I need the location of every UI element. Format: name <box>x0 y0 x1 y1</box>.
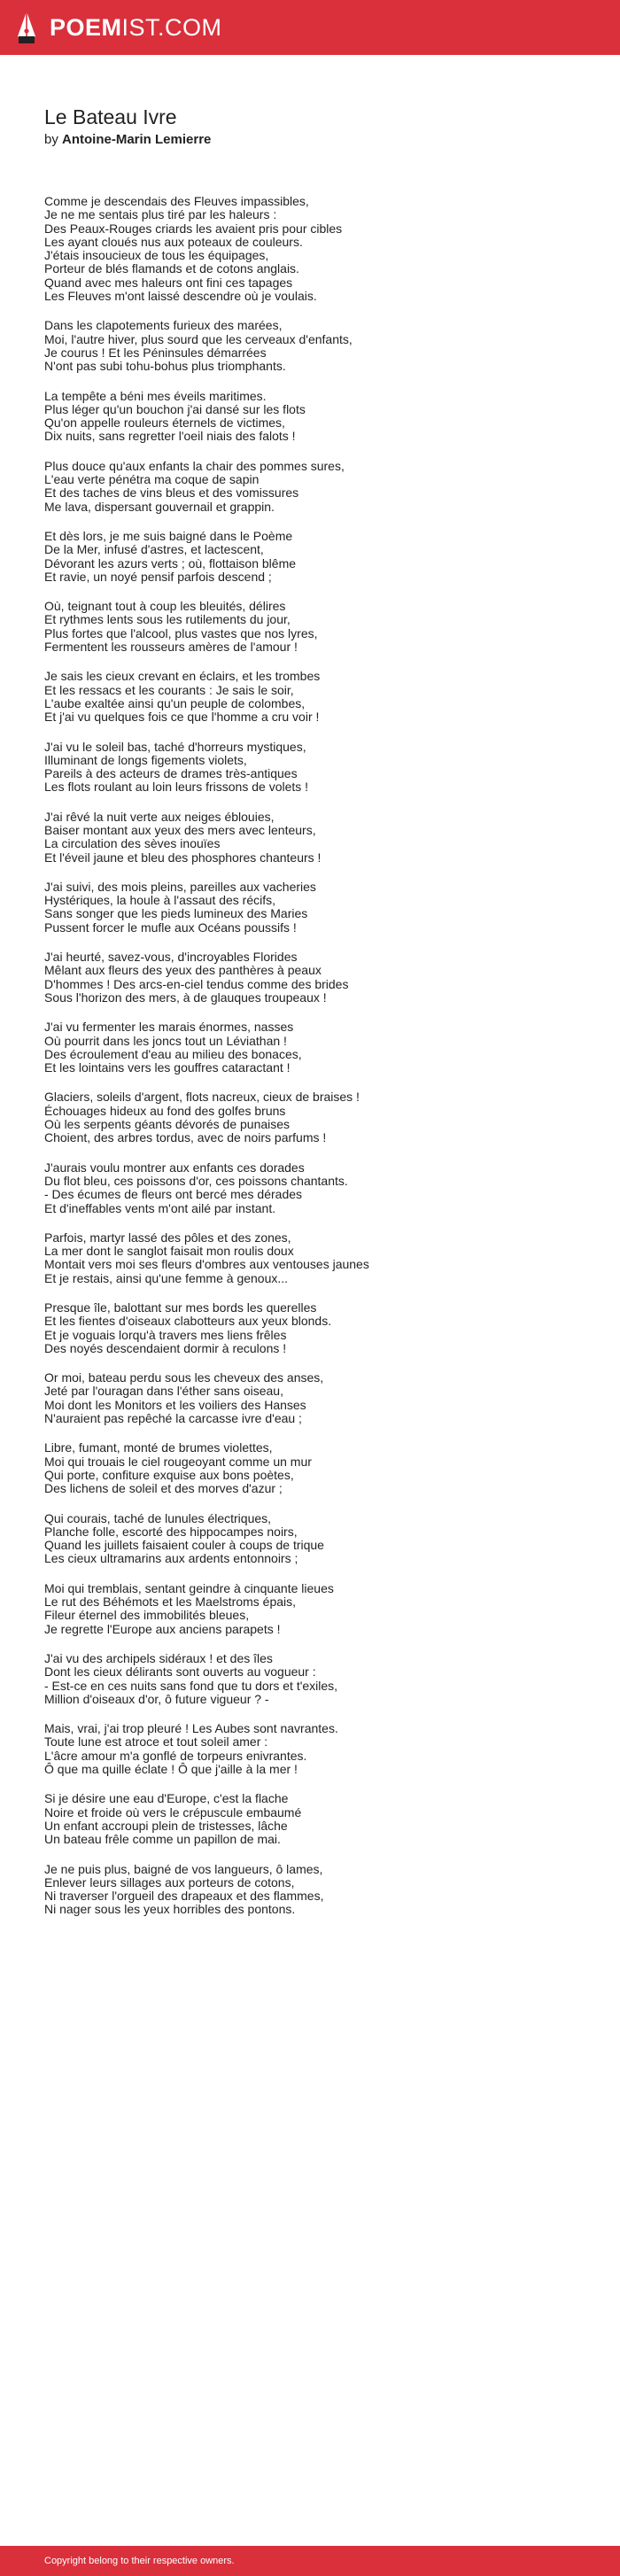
poem-line: Les Fleuves m'ont laissé descendre où je voulais. <box>44 289 317 304</box>
poem-line: L'aube exaltée ainsi qu'un peuple de colombes, <box>44 695 306 710</box>
poem-line: La circulation des sèves inouïes <box>44 836 221 851</box>
poem-line: Et je voguais lorqu'à travers mes liens frêles <box>44 1327 287 1342</box>
poem-line: Noire et froide où vers le crépuscule embaumé <box>44 1804 302 1819</box>
poem-line: Les flots roulant au loin leurs frissons de volets ! <box>44 780 309 795</box>
poem-line: Presque île, balottant sur mes bords les querelles <box>44 1300 317 1315</box>
poem-line: N'ont pas subi tohu-bohus plus triomphants. <box>44 359 286 374</box>
poem-line: Où, teignant tout à coup les bleuités, délires <box>44 599 286 614</box>
poem-line: L'âcre amour m'a gonflé de torpeurs enivrantes. <box>44 1748 307 1763</box>
poem-line: Un bateau frêle comme un papillon de mai. <box>44 1832 281 1847</box>
poem-line: Fermentent les rousseurs amères de l'amour ! <box>44 640 298 655</box>
poem-line: Libre, fumant, monté de brumes violettes, <box>44 1440 273 1455</box>
poem-line: Hystériques, la houle à l'assaut des récifs, <box>44 893 276 908</box>
poem-line: Moi qui tremblais, sentant geindre à cinquante lieues <box>44 1580 334 1595</box>
poem-line: Planche folle, escorté des hippocampes noirs, <box>44 1524 298 1539</box>
poem-line: Des écroulement d'eau au milieu des bonaces, <box>44 1046 302 1061</box>
poem-line: Toute lune est atroce et tout soleil amer : <box>44 1734 268 1750</box>
poem-line: Plus douce qu'aux enfants la chair des pommes sures, <box>44 458 345 473</box>
poem-line: J'ai vu fermenter les marais énormes, nasses <box>44 1020 294 1035</box>
poem-stanza <box>44 1512 576 1566</box>
poem-line: Dix nuits, sans regretter l'oeil niais des falots ! <box>44 429 296 444</box>
poem-line: Sous l'horizon des mers, à de glauques troupeaux ! <box>44 989 327 1005</box>
poem-stanza <box>44 1652 576 1706</box>
poem-line: Les ayant cloués nus aux poteaux de couleurs. <box>44 234 303 249</box>
poem-line: Or moi, bateau perdu sous les cheveux des anses, <box>44 1370 324 1385</box>
poem-line: Je ne me sentais plus tiré par les haleurs : <box>44 207 277 222</box>
poem-line: Je courus ! Et les Péninsules démarrées <box>44 345 267 360</box>
poem-stanza <box>44 1582 576 1636</box>
poem-line: Mêlant aux fleurs des yeux des panthères à peaux <box>44 963 322 978</box>
author-name[interactable]: Antoine-Marin Lemierre <box>62 132 212 147</box>
poem-line: Et je restais, ainsi qu'une femme à genoux... <box>44 1270 289 1285</box>
poem-line: - Est-ce en ces nuits sans fond que tu dors et t'exiles, <box>44 1678 338 1693</box>
poem-stanza <box>44 811 576 865</box>
poem-line: Un enfant accroupi plein de tristesses, lâche <box>44 1818 288 1833</box>
poem-line: De la Mer, infusé d'astres, et lactescent, <box>44 542 264 557</box>
poem-line: J'ai suivi, des mois pleins, pareilles aux vacheries <box>44 879 316 894</box>
poem-line: Ni traverser l'orgueil des drapeaux et des flammes, <box>44 1889 324 1904</box>
poem-stanza <box>44 1301 576 1355</box>
poem-line: L'eau verte pénétra ma coque de sapin <box>44 472 260 487</box>
poem-line: Et les lointains vers les gouffres cataractant ! <box>44 1060 291 1075</box>
poem-line: Où les serpents géants dévorés de punaises <box>44 1117 291 1132</box>
poem-line: Des noyés descendaient dormir à reculons ! <box>44 1340 287 1355</box>
poem-line: Je ne puis plus, baigné de vos langueurs, ô lames, <box>44 1861 323 1876</box>
poem-line: J'ai vu le soleil bas, taché d'horreurs mystiques, <box>44 739 306 754</box>
poem-line: N'auraient pas repêché la carcasse ivre d'eau ; <box>44 1411 302 1426</box>
poem-line: Du flot bleu, ces poissons d'or, ces poissons chantants. <box>44 1173 348 1188</box>
poem-line: Illuminant de longs figements violets, <box>44 752 247 767</box>
poem-line: Et j'ai vu quelques fois ce que l'homme a cru voir ! <box>44 710 320 725</box>
poem-line: Porteur de blés flamands et de cotons anglais. <box>44 261 299 276</box>
logo-bold-text: POEM <box>50 13 122 41</box>
poem-line: Dont les cieux délirants sont ouverts au vogueur : <box>44 1664 316 1680</box>
poem-line: Mais, vrai, j'ai trop pleuré ! Les Aubes sont navrantes. <box>44 1721 338 1736</box>
poem-body <box>44 195 576 1917</box>
poem-line: Ni nager sous les yeux horribles des pontons. <box>44 1902 296 1917</box>
poem-title: Le Bateau Ivre <box>44 105 177 128</box>
logo-light-text: IST.COM <box>121 13 222 41</box>
top-bar <box>0 0 620 55</box>
poem-line: Moi, l'autre hiver, plus sourd que les cerveaux d'enfants, <box>44 331 353 346</box>
poem-stanza <box>44 1090 576 1144</box>
poem-line: J'aurais voulu montrer aux enfants ces dorades <box>44 1160 305 1175</box>
poem-line: J'étais insoucieux de tous les équipages, <box>44 248 269 263</box>
poem-line: Et ravie, un noyé pensif parfois descend ; <box>44 569 272 584</box>
poem-line: Les cieux ultramarins aux ardents entonnoirs ; <box>44 1551 298 1566</box>
poem-stanza <box>44 881 576 935</box>
poem-line: Pussent forcer le mufle aux Océans poussifs ! <box>44 919 297 935</box>
site-logo[interactable] <box>50 14 222 42</box>
poem-stanza <box>44 1441 576 1495</box>
poem-line: Comme je descendais des Fleuves impassibles, <box>44 194 309 208</box>
poem-line: Choient, des arbres tordus, avec de noirs parfums ! <box>44 1130 327 1145</box>
poem-line: Et d'ineffables vents m'ont ailé par instant. <box>44 1200 276 1215</box>
poem-line: Et rythmes lents sous les rutilements du jour, <box>44 612 291 627</box>
poem-line: Pareils à des acteurs de drames très-antiques <box>44 766 298 781</box>
poem-stanza <box>44 741 576 795</box>
poem-stanza <box>44 1371 576 1425</box>
poem-line: Qui courais, taché de lunules électriques, <box>44 1510 272 1525</box>
byline <box>44 131 576 149</box>
poem-line: La tempête a béni mes éveils maritimes. <box>44 388 267 403</box>
poem-line: Le rut des Béhémots et les Maelstroms épais, <box>44 1594 297 1610</box>
poem-stanza <box>44 1231 576 1285</box>
poem-line: Dans les clapotements furieux des marées, <box>44 318 283 333</box>
poem-line: J'ai vu des archipels sidéraux ! et des îles <box>44 1650 273 1665</box>
poem-line: La mer dont le sanglot faisait mon roulis doux <box>44 1244 294 1259</box>
copyright-text: Copyright belong to their respective owners. <box>44 2556 235 2566</box>
poem-stanza <box>44 319 576 373</box>
poem-stanza <box>44 670 576 724</box>
poem-line: Qu'on appelle rouleurs éternels de victimes, <box>44 415 285 431</box>
poem-line: Million d'oiseaux d'or, ô future vigueur ? - <box>44 1691 269 1706</box>
poem-line: Et dès lors, je me suis baigné dans le Poème <box>44 528 293 543</box>
poem-line: Qui porte, confiture exquise aux bons poètes, <box>44 1467 294 1482</box>
poem-content <box>44 105 576 1933</box>
poem-line: Si je désire une eau d'Europe, c'est la flache <box>44 1791 289 1806</box>
poem-line: Et les ressacs et les courants : Je sais le soir, <box>44 682 294 697</box>
poem-line: Montait vers moi ses fleurs d'ombres aux ventouses jaunes <box>44 1257 369 1272</box>
poem-line: Où pourrit dans les joncs tout un Léviathan ! <box>44 1033 287 1048</box>
poem-line: Enlever leurs sillages aux porteurs de cotons, <box>44 1874 295 1889</box>
poem-line: Et les fientes d'oiseaux clabotteurs aux yeux blonds. <box>44 1314 332 1329</box>
poem-line: D'hommes ! Des arcs-en-ciel tendus comme des brides <box>44 976 349 991</box>
poem-line: Des Peaux-Rouges criards les avaient pris pour cibles <box>44 221 343 236</box>
poem-line: J'ai rêvé la nuit verte aux neiges éblouies, <box>44 809 275 824</box>
poem-stanza <box>44 1161 576 1215</box>
poem-line: Parfois, martyr lassé des pôles et des zones, <box>44 1230 291 1245</box>
poem-line: Dévorant les azurs verts ; où, flottaison blême <box>44 555 297 570</box>
poem-line: Et l'éveil jaune et bleu des phosphores chanteurs ! <box>44 850 322 865</box>
footer-bar <box>0 2546 620 2576</box>
poem-line: Moi dont les Monitors et les voiliers des Hanses <box>44 1397 306 1412</box>
poem-line: - Des écumes de fleurs ont bercé mes dérades <box>44 1187 303 1202</box>
poem-line: Et des taches de vins bleus et des vomissures <box>44 485 299 500</box>
poem-stanza <box>44 1863 576 1917</box>
poem-line: Me lava, dispersant gouvernail et grappin. <box>44 499 275 514</box>
poem-line: Ô que ma quille éclate ! Ô que j'aille à la mer ! <box>44 1762 298 1777</box>
poem-stanza <box>44 195 576 303</box>
poem-stanza <box>44 1722 576 1776</box>
poem-line: Je sais les cieux crevant en éclairs, et les trombes <box>44 669 321 684</box>
poem-line: Plus fortes que l'alcool, plus vastes que nos lyres, <box>44 625 318 640</box>
poem-line: Quand avec mes haleurs ont fini ces tapages <box>44 275 293 290</box>
pen-nib-icon[interactable] <box>16 10 37 45</box>
poem-stanza <box>44 1792 576 1846</box>
poem-stanza <box>44 530 576 584</box>
poem-line: Sans songer que les pieds lumineux des Maries <box>44 906 308 921</box>
poem-line: Moi qui trouais le ciel rougeoyant comme un mur <box>44 1454 312 1469</box>
poem-line: Des lichens de soleil et des morves d'azur ; <box>44 1481 283 1496</box>
byline-prefix: by <box>44 132 63 147</box>
poem-stanza <box>44 950 576 1005</box>
poem-line: Jeté par l'ouragan dans l'éther sans oiseau, <box>44 1384 283 1399</box>
poem-line: Échouages hideux au fond des golfes bruns <box>44 1103 286 1118</box>
poem-line: Plus léger qu'un bouchon j'ai dansé sur les flots <box>44 401 306 416</box>
poem-line: J'ai heurté, savez-vous, d'incroyables Florides <box>44 950 298 965</box>
poem-stanza <box>44 460 576 514</box>
poem-stanza <box>44 390 576 444</box>
poem-stanza <box>44 600 576 654</box>
poem-line: Je regrette l'Europe aux anciens parapets ! <box>44 1621 281 1636</box>
poem-line: Baiser montant aux yeux des mers avec lenteurs, <box>44 822 316 837</box>
poem-stanza <box>44 1020 576 1075</box>
poem-line: Fileur éternel des immobilités bleues, <box>44 1608 250 1623</box>
poem-line: Quand les juillets faisaient couler à coups de trique <box>44 1538 324 1553</box>
poem-line: Glaciers, soleils d'argent, flots nacreux, cieux de braises ! <box>44 1090 360 1105</box>
